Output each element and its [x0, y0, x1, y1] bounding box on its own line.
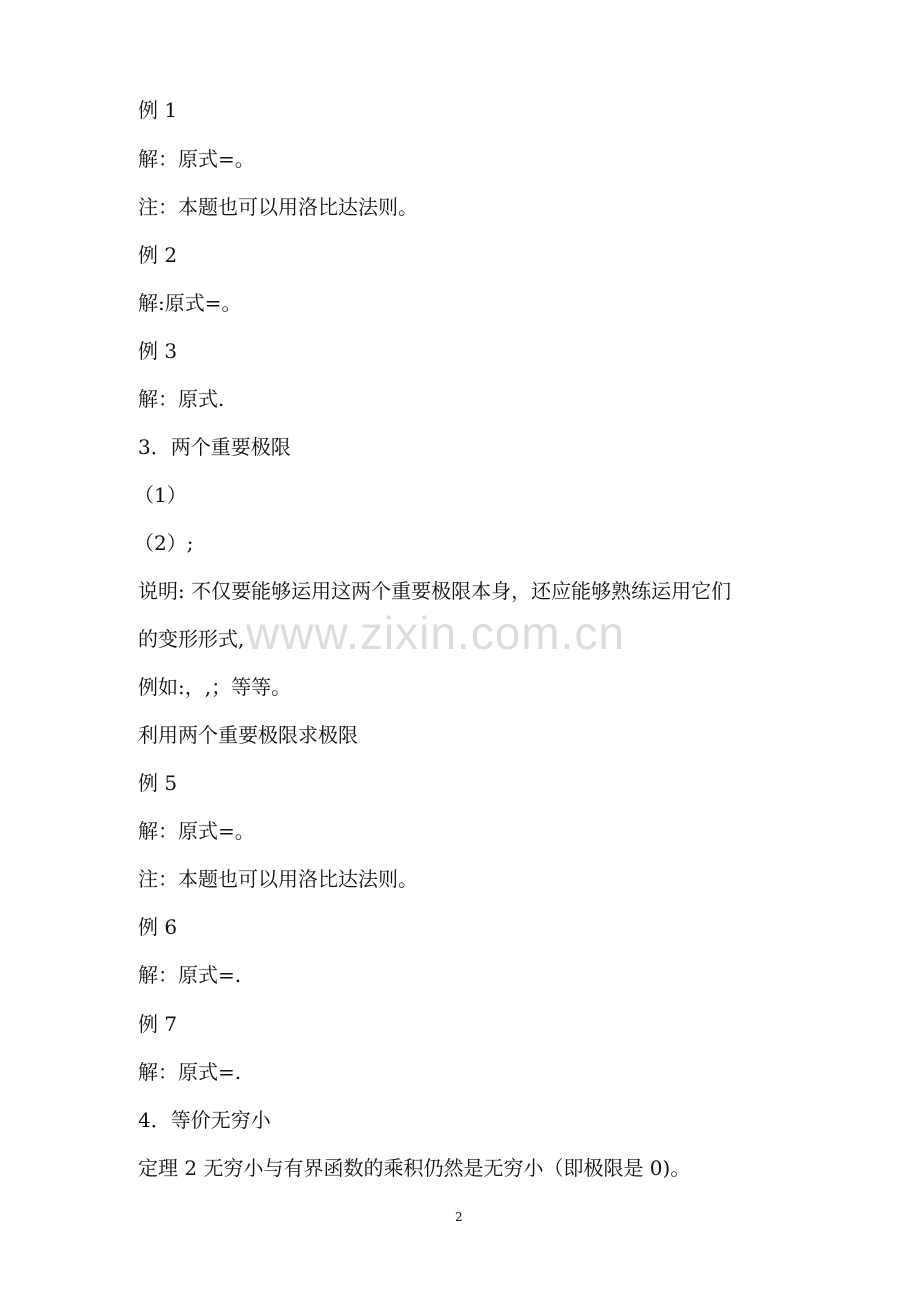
example-5-heading: 例 5: [138, 771, 178, 795]
example-5-solution: 解：原式=。: [138, 819, 255, 843]
example-1-note: 注：本题也可以用洛比达法则。: [138, 195, 418, 219]
limit-item-2: （2）;: [134, 531, 194, 555]
page-number: 2: [455, 1210, 463, 1224]
explanation-paragraph-line-1: 说明: 不仅要能够运用这两个重要极限本身，还应能够熟练运用它们: [138, 579, 732, 603]
example-1-heading: 例 1: [138, 98, 178, 122]
example-6-solution: 解：原式=.: [138, 963, 242, 987]
examples-list: 例如:，,；等等。: [138, 675, 292, 699]
section-4-heading: 4．等价无穷小: [138, 1108, 271, 1132]
subsection-heading: 利用两个重要极限求极限: [138, 723, 358, 747]
example-6-heading: 例 6: [138, 915, 178, 939]
example-7-solution: 解：原式=.: [138, 1060, 242, 1084]
watermark: www.zixin.com.cn: [246, 607, 625, 659]
example-3-heading: 例 3: [138, 339, 178, 363]
explanation-paragraph-line-2: 的变形形式,: [138, 627, 245, 651]
example-2-heading: 例 2: [138, 243, 178, 267]
example-1-solution: 解：原式=。: [138, 147, 255, 171]
section-3-heading: 3．两个重要极限: [138, 435, 291, 459]
example-7-heading: 例 7: [138, 1012, 178, 1036]
example-5-note: 注：本题也可以用洛比达法则。: [138, 867, 418, 891]
example-2-solution: 解:原式=。: [138, 291, 242, 315]
theorem-2: 定理 2 无穷小与有界函数的乘积仍然是无穷小（即极限是 0)。: [138, 1156, 691, 1180]
example-3-solution: 解：原式.: [138, 387, 225, 411]
limit-item-1: （1）: [134, 483, 187, 507]
